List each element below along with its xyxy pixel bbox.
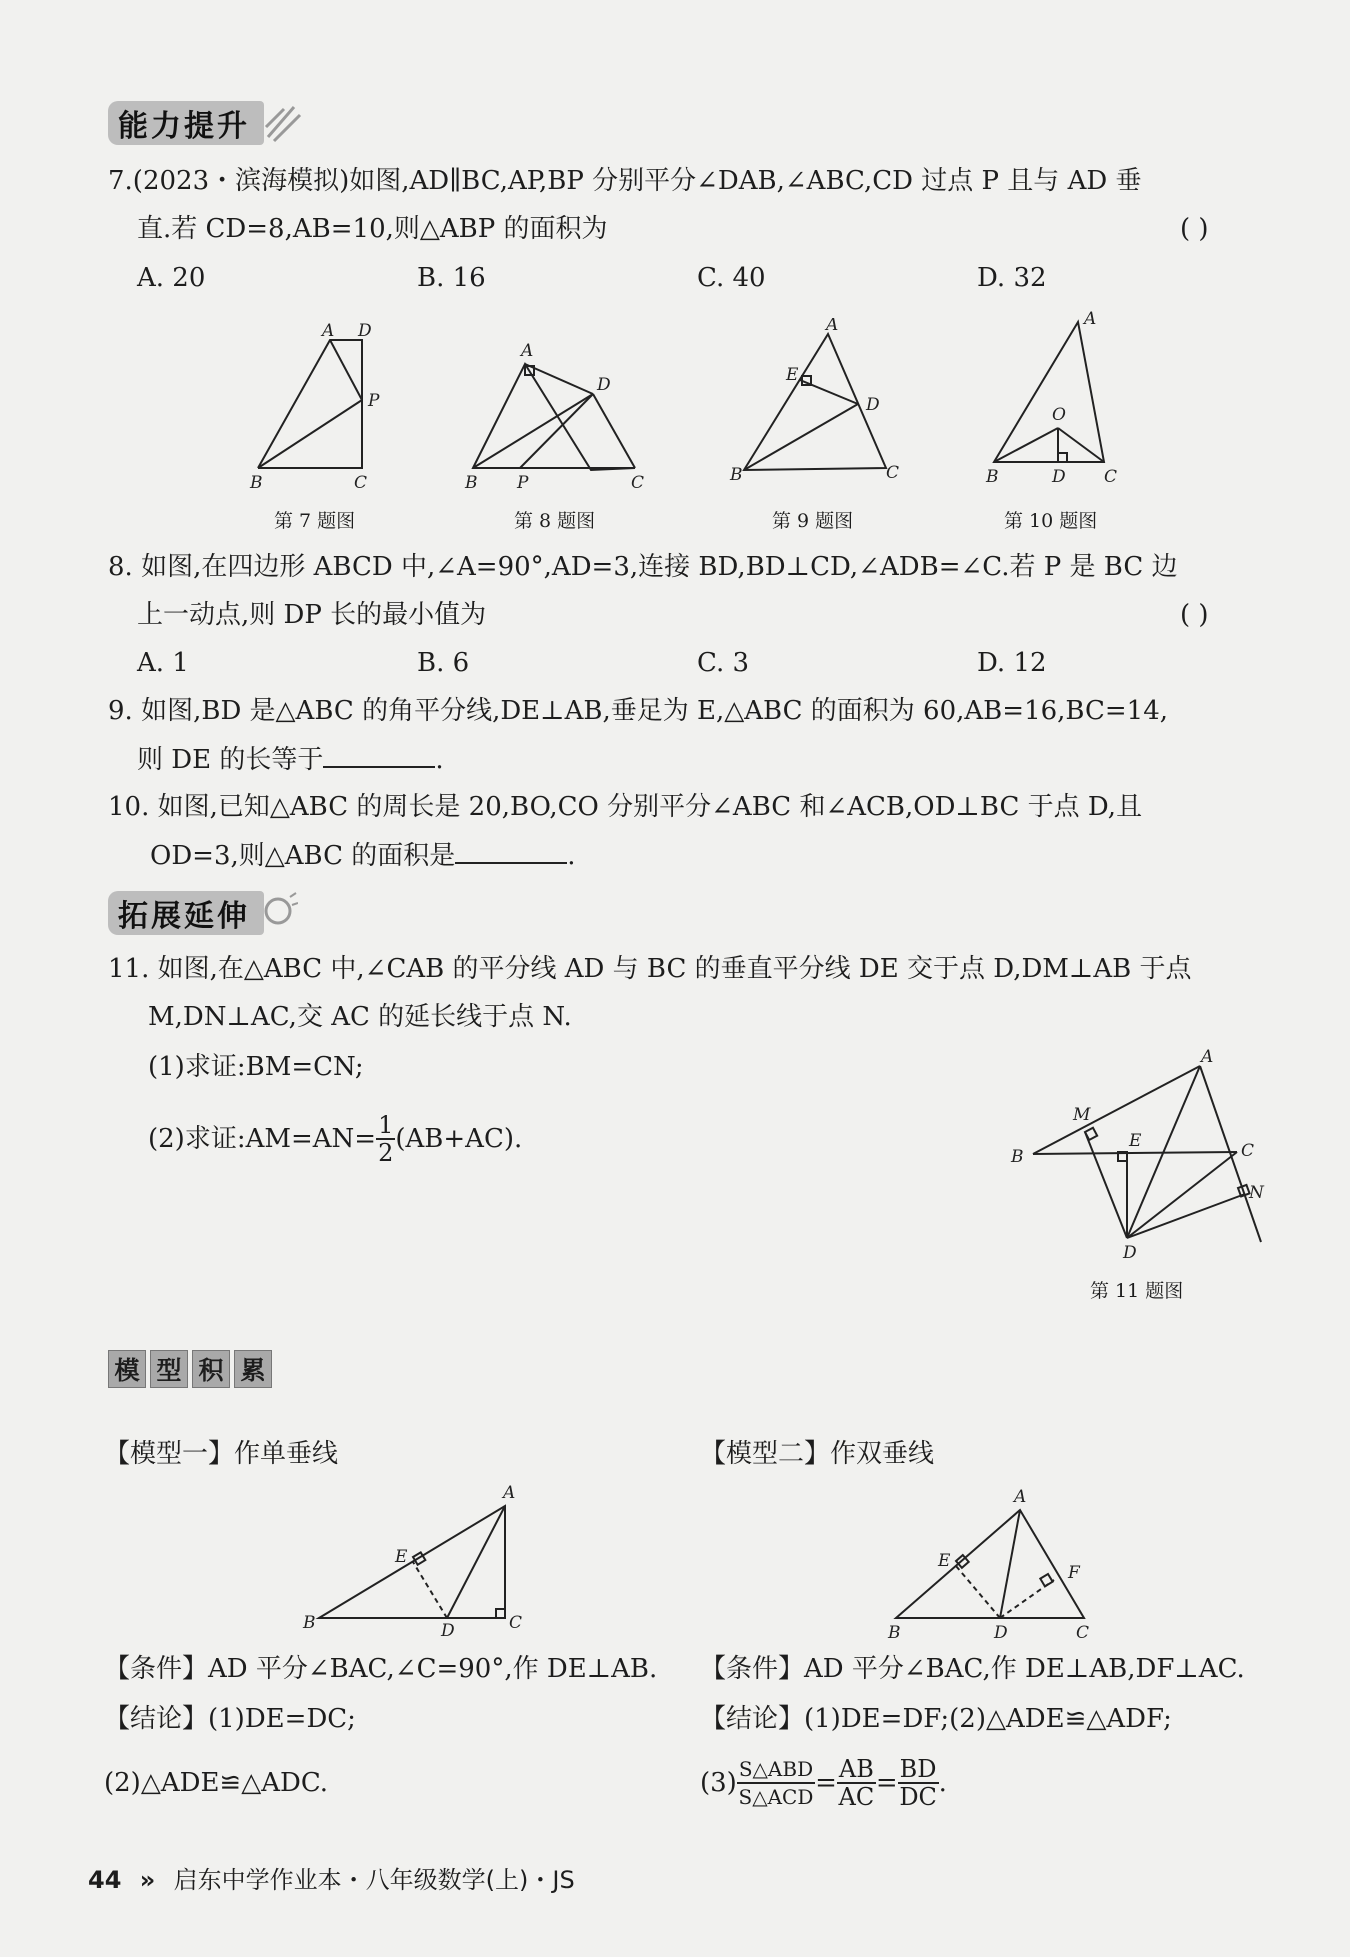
fig7-label-c: C	[354, 473, 368, 493]
caption-fig8: 第 8 题图	[514, 510, 596, 532]
model2-side-den: AC	[838, 1783, 875, 1811]
fig10-label-o: O	[1052, 405, 1066, 425]
q11-part2	[148, 1112, 522, 1166]
q9-line2	[137, 742, 444, 777]
sparkle-icon	[264, 101, 304, 145]
figm2-label-b: B	[888, 1623, 901, 1641]
model-header-char-2: 型	[150, 1350, 188, 1388]
section-header-ability	[108, 100, 304, 146]
fig8-label-p: P	[517, 473, 529, 492]
q10-answer-blank	[455, 838, 567, 864]
model-header-char-1: 模	[108, 1350, 146, 1388]
fig8-label-c: C	[631, 473, 645, 492]
q7-answer-paren: ( )	[1180, 214, 1209, 244]
fig9-label-d: D	[866, 395, 880, 415]
q7-option-a: A. 20	[137, 263, 206, 293]
q8-option-b: B. 6	[417, 648, 470, 678]
model-header-char-3: 积	[192, 1350, 230, 1388]
q11-half-den: 2	[378, 1139, 394, 1167]
figure-model2	[880, 1486, 1095, 1641]
q9-line2-end: .	[435, 745, 444, 775]
q11-half-fraction	[376, 1112, 395, 1166]
model2-conclusion3	[700, 1752, 947, 1814]
model2-area-num: S△ABD	[737, 1756, 815, 1784]
q8-option-d: D. 12	[977, 648, 1047, 678]
model1-conclusion1: 【结论】(1)DE=DC;	[104, 1704, 356, 1734]
section-header-extension	[108, 890, 298, 936]
q7-line1: 7.(2023・滨海模拟)如图,AD∥BC,AP,BP 分别平分∠DAB,∠ABC,CD 过点 P 且与 AD 垂	[108, 166, 1142, 196]
model2-condition: 【条件】AD 平分∠BAC,作 DE⊥AB,DF⊥AC.	[700, 1654, 1245, 1684]
fig11-label-b: B	[1011, 1147, 1024, 1167]
fig7-label-d: D	[358, 321, 372, 341]
q8-option-a: A. 1	[137, 648, 189, 678]
figm2-label-e: E	[938, 1551, 951, 1571]
caption-fig7: 第 7 题图	[274, 510, 356, 532]
figure-7	[240, 318, 400, 493]
q7-option-c: C. 40	[697, 263, 766, 293]
q9-answer-blank	[323, 742, 435, 768]
fig9-label-e: E	[786, 365, 799, 385]
figure-model1	[295, 1478, 540, 1638]
model2-title: 【模型二】作双垂线	[700, 1439, 935, 1469]
q10-line2	[150, 838, 576, 873]
q11-part2-pre: (2)求证:AM=AN=	[148, 1124, 377, 1154]
fig9-label-b: B	[730, 465, 743, 485]
fig11-label-n: N	[1249, 1183, 1264, 1203]
fig9-label-c: C	[886, 463, 900, 483]
figure-8	[455, 332, 655, 492]
q8-line2: 上一动点,则 DP 长的最小值为	[137, 600, 487, 630]
page-footer	[88, 1860, 575, 1895]
q7-option-b: B. 16	[417, 263, 486, 293]
figm1-label-c: C	[509, 1613, 523, 1633]
model2-segment-ratio	[898, 1756, 939, 1810]
q8-line1: 8. 如图,在四边形 ABCD 中,∠A=90°,AD=3,连接 BD,BD⊥CD,∠ADB=∠C.若 P 是 BC 边	[108, 552, 1178, 582]
q9-line2-text: 则 DE 的长等于	[137, 745, 324, 775]
model1-title: 【模型一】作单垂线	[104, 1439, 339, 1469]
model1-condition: 【条件】AD 平分∠BAC,∠C=90°,作 DE⊥AB.	[104, 1654, 658, 1684]
figure-9	[722, 318, 912, 488]
section-header-model	[108, 1350, 272, 1388]
fig11-label-e: E	[1129, 1131, 1142, 1151]
fig10-label-a: A	[1084, 310, 1097, 329]
fig8-label-b: B	[465, 473, 478, 492]
model-header-char-4: 累	[234, 1350, 272, 1388]
q11-line2: M,DN⊥AC,交 AC 的延长线于点 N.	[148, 1002, 572, 1032]
figm1-label-a: A	[503, 1483, 516, 1503]
fig11-label-a: A	[1201, 1048, 1214, 1067]
model2-side-ratio	[837, 1756, 876, 1810]
model2-c3-pre: (3)	[700, 1768, 737, 1798]
model2-side-num: AB	[838, 1755, 874, 1783]
q8-option-c: C. 3	[697, 648, 750, 678]
figm1-label-b: B	[303, 1613, 316, 1633]
model2-seg-den: DC	[899, 1783, 937, 1811]
fig11-label-c: C	[1241, 1141, 1255, 1161]
fig10-label-c: C	[1104, 467, 1118, 487]
caption-fig10: 第 10 题图	[1004, 510, 1098, 532]
figm1-label-e: E	[395, 1547, 408, 1567]
fig7-label-p: P	[368, 391, 380, 411]
fig11-label-d: D	[1123, 1243, 1137, 1263]
fig9-label-a: A	[826, 318, 839, 335]
caption-fig11: 第 11 题图	[1090, 1280, 1184, 1302]
figm2-label-d: D	[994, 1623, 1008, 1641]
figm2-label-f: F	[1068, 1563, 1080, 1583]
fig10-label-d: D	[1052, 467, 1066, 487]
q10-line1: 10. 如图,已知△ABC 的周长是 20,BO,CO 分别平分∠ABC 和∠ACB,OD⊥BC 于点 D,且	[108, 792, 1143, 822]
model2-area-den: S△ACD	[738, 1785, 814, 1809]
figm1-label-d: D	[441, 1621, 455, 1638]
fig7-label-a: A	[322, 321, 335, 341]
figm2-label-a: A	[1014, 1487, 1027, 1507]
section-header-extension-label: 拓展延伸	[108, 891, 264, 935]
fig10-label-b: B	[986, 467, 999, 487]
q9-line1: 9. 如图,BD 是△ABC 的角平分线,DE⊥AB,垂足为 E,△ABC 的面积为 60,AB=16,BC=14,	[108, 696, 1169, 726]
fig8-label-a: A	[521, 341, 534, 361]
figure-11	[1005, 1048, 1280, 1263]
model2-end: .	[938, 1768, 947, 1798]
model2-eq2: =	[875, 1768, 898, 1798]
book-title: 启东中学作业本・八年级数学(上)・JS	[173, 1866, 575, 1894]
model2-seg-num: BD	[899, 1755, 937, 1783]
q11-part1: (1)求证:BM=CN;	[148, 1052, 364, 1082]
q7-line2: 直.若 CD=8,AB=10,则△ABP 的面积为	[137, 214, 608, 244]
q10-line2-end: .	[567, 841, 576, 871]
caption-fig9: 第 9 题图	[772, 510, 854, 532]
q7-option-d: D. 32	[977, 263, 1047, 293]
fig7-label-b: B	[250, 473, 263, 493]
q11-line1: 11. 如图,在△ABC 中,∠CAB 的平分线 AD 与 BC 的垂直平分线 DE 交于点 D,DM⊥AB 于点	[108, 954, 1192, 984]
section-header-ability-label: 能力提升	[108, 101, 264, 145]
figure-10	[980, 310, 1140, 490]
q11-half-num: 1	[378, 1111, 394, 1139]
q11-part2-post: (AB+AC).	[395, 1124, 523, 1154]
q8-answer-paren: ( )	[1180, 600, 1209, 630]
model2-area-ratio	[737, 1756, 815, 1810]
fig8-label-d: D	[597, 375, 611, 395]
model2-conclusion1: 【结论】(1)DE=DF;(2)△ADE≌△ADF;	[700, 1704, 1172, 1734]
q10-line2-text: OD=3,则△ABC 的面积是	[150, 841, 456, 871]
model1-conclusion2: (2)△ADE≌△ADC.	[104, 1768, 329, 1798]
page-number: 44	[88, 1866, 122, 1894]
double-chevron-icon: »	[139, 1866, 156, 1894]
fig11-label-m: M	[1073, 1105, 1091, 1125]
figm2-label-c: C	[1076, 1623, 1090, 1641]
lightbulb-icon	[264, 891, 298, 935]
model2-eq1: =	[815, 1768, 837, 1798]
